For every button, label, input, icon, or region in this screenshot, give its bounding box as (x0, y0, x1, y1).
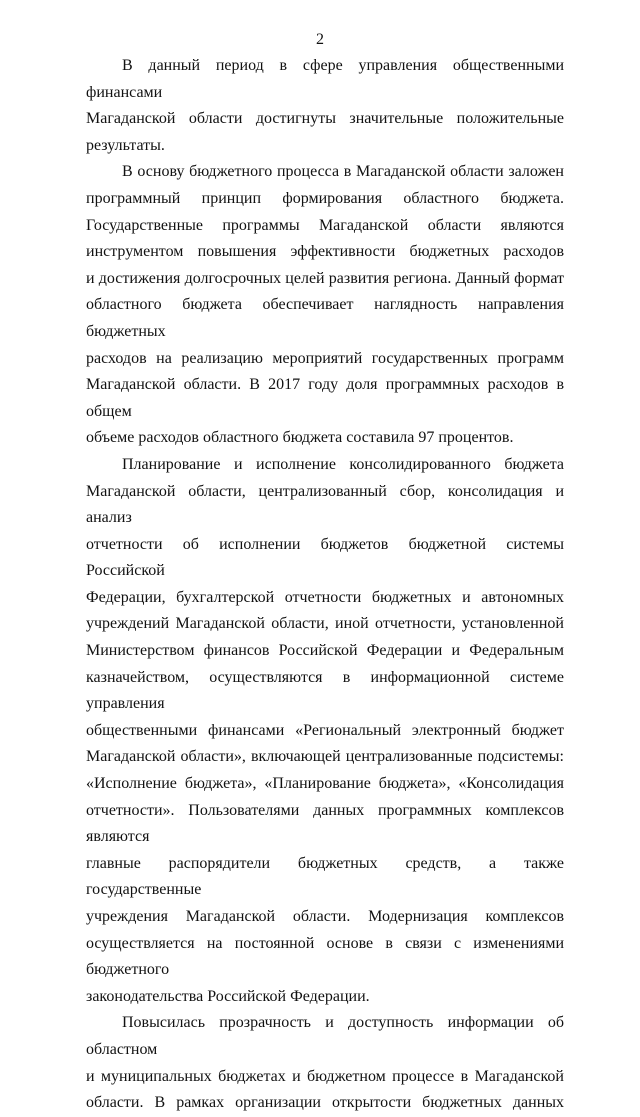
text-line: казначейством, осуществляются в информационной системе управления (86, 668, 564, 713)
text-line: учреждений Магаданской области, иной отчетности, установленной (86, 615, 564, 633)
paragraph (86, 53, 564, 159)
text-line: Планирование и исполнение консолидированного бюджета (122, 455, 564, 473)
text-line: осуществляется на постоянной основе в связи с изменениями бюджетного (86, 934, 564, 979)
text-line: Министерством финансов Российской Федерации и Федеральным (86, 642, 564, 660)
text-line: «Исполнение бюджета», «Планирование бюджета», «Консолидация (86, 775, 564, 793)
text-line: законодательства Российской Федерации. (86, 987, 370, 1005)
text-line: результаты. (86, 136, 165, 154)
text-line: инструментом повышения эффективности бюджетных расходов (86, 243, 564, 261)
paragraph (86, 452, 564, 1010)
text-line: Магаданской области», включающей централизованные подсистемы: (86, 748, 564, 766)
text-line: главные распорядители бюджетных средств, а также государственные (86, 854, 564, 899)
text-line: Повысилась прозрачность и доступность информации об областном (86, 1014, 564, 1058)
text-line: отчетности об исполнении бюджетов бюджетной системы Российской (86, 535, 564, 580)
text-line: Магаданской области достигнуты значительные положительные (86, 110, 564, 128)
text-line: общественными финансами «Региональный электронный бюджет (86, 721, 564, 739)
text-line: Федерации, бухгалтерской отчетности бюджетных и автономных (86, 588, 564, 606)
text-line: отчетности». Пользователями данных программных комплексов являются (86, 801, 564, 846)
text-line: учреждения Магаданской области. Модернизация комплексов (86, 908, 564, 925)
text-line: В основу бюджетного процесса в Магаданской области заложен (122, 163, 564, 181)
text-line: областного бюджета обеспечивает наглядность направления бюджетных (86, 296, 564, 340)
text-line: расходов на реализацию мероприятий государственных программ (86, 349, 564, 367)
text-line: и достижения долгосрочных целей развития региона. Данный формат (86, 269, 564, 287)
text-line: Государственные программы Магаданской области являются (86, 216, 564, 234)
text-line: объеме расходов областного бюджета составила 97 процентов. (86, 429, 514, 447)
text-line: области. В рамках организации открытости бюджетных данных (86, 1094, 564, 1112)
page-number: 2 (316, 31, 324, 48)
paragraph (86, 159, 564, 452)
text-line: Магаданской области. В 2017 году доля программных расходов в общем (86, 376, 564, 420)
text-line: В данный период в сфере управления общественными финансами (86, 57, 564, 101)
text-line: Магаданской области, централизованный сбор, консолидация и анализ (86, 482, 564, 527)
paragraph (86, 1010, 564, 1116)
document-body (86, 53, 564, 1117)
text-line: и муниципальных бюджетах и бюджетном процессе в Магаданской (86, 1067, 564, 1085)
text-line: программный принцип формирования областного бюджета. (86, 189, 564, 207)
